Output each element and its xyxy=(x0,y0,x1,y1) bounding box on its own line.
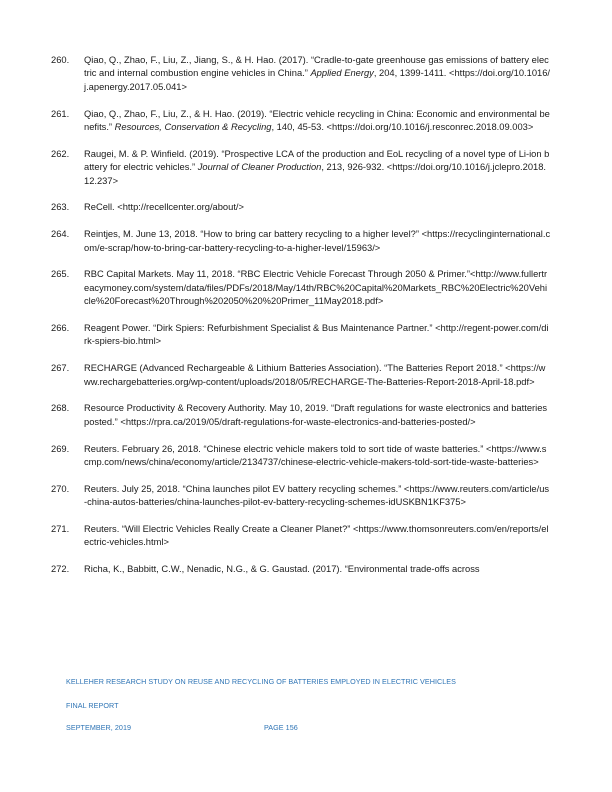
reference-text: Reintjes, M. June 13, 2018. “How to bring car battery recycling to a higher level?” <https://recyclinginternational.com/e-scrap/how-to-bring-car-battery-recycling-to-a-higher-level/15963/> xyxy=(84,229,551,253)
reference-number: 269. xyxy=(51,443,70,454)
reference-number: 264. xyxy=(51,229,70,240)
reference-item xyxy=(51,322,551,349)
reference-text: Qiao, Q., Zhao, F., Liu, Z., & H. Hao. (2019). “Electric vehicle recycling in China: Economic and environmental benefits.” Resources, Conservation & Recycling, 140, 45-53. <https://doi.org/10.1016/j.resconrec.2018.09.003> xyxy=(84,108,550,133)
reference-item xyxy=(51,108,551,135)
reference-text: RECHARGE (Advanced Rechargeable & Lithium Batteries Association). “The Batteries Report 2018.” <https://www.rechargebatteries.org/wp-content/uploads/2018/05/RECHARGE-The-Batteries-Report-2018-April-18.pdf> xyxy=(84,363,546,387)
reference-item xyxy=(51,148,551,188)
reference-text: Qiao, Q., Zhao, F., Liu, Z., Jiang, S., & H. Hao. (2017). “Cradle-to-gate greenhouse gas emissions of battery electric and internal combustion engine vehicles in China.” Applied Energy, 204, 1399-1411. <https://doi.org/10.1016/j.apenergy.2017.05.041> xyxy=(84,55,551,92)
reference-number: 267. xyxy=(51,363,70,374)
reference-number: 270. xyxy=(51,483,70,494)
reference-item xyxy=(51,443,551,470)
reference-item xyxy=(51,402,551,429)
footer-date: SEPTEMBER, 2019 xyxy=(66,723,132,732)
reference-item xyxy=(51,54,551,94)
footer-date-line xyxy=(66,723,298,732)
reference-text: Reuters. February 26, 2018. “Chinese electric vehicle makers told to sort tide of waste batteries.” <https://www.scmp.com/news/china/economy/article/2134737/chinese-electric-vehicle-makers-told-sort-tide-waste-batteries> xyxy=(84,443,547,468)
reference-item xyxy=(51,483,551,510)
reference-text: Reuters. “Will Electric Vehicles Really Create a Cleaner Planet?” <https://www.thomsonreuters.com/en/reports/electric-vehicles.html> xyxy=(84,524,549,548)
reference-number: 265. xyxy=(51,269,70,280)
reference-text: Richa, K., Babbitt, C.W., Nenadic, N.G., & G. Gaustad. (2017). “Environmental trade-offs across xyxy=(84,564,480,575)
footer-report-type: FINAL REPORT xyxy=(66,701,119,710)
footer-study-title: KELLEHER RESEARCH STUDY ON REUSE AND RECYCLING OF BATTERIES EMPLOYED IN ELECTRIC VEHICLES xyxy=(66,677,456,686)
reference-number: 268. xyxy=(51,403,70,414)
reference-number: 262. xyxy=(51,148,70,159)
reference-number: 263. xyxy=(51,202,70,213)
reference-number: 260. xyxy=(51,55,70,65)
reference-number: 272. xyxy=(51,564,70,575)
reference-text: ReCell. <http://recellcenter.org/about/> xyxy=(84,202,244,213)
reference-item xyxy=(51,523,551,550)
journal-title: Applied Energy xyxy=(310,68,374,79)
reference-text: Reagent Power. “Dirk Spiers: Refurbishment Specialist & Bus Maintenance Partner.” <http://regent-power.com/dirk-spiers-bio.html> xyxy=(84,323,549,347)
reference-number: 271. xyxy=(51,524,70,535)
reference-text: Resource Productivity & Recovery Authority. May 10, 2019. “Draft regulations for waste electronics and batteries posted.” <https://rpra.ca/2019/05/draft-regulations-for-waste-electronics-and-batteries-posted/> xyxy=(84,403,548,427)
reference-list xyxy=(51,54,551,590)
reference-number: 266. xyxy=(51,323,70,334)
reference-item xyxy=(51,268,551,308)
reference-item xyxy=(51,563,551,576)
journal-title: Resources, Conservation & Recycling xyxy=(114,122,272,133)
reference-text: Raugei, M. & P. Winfield. (2019). “Prospective LCA of the production and EoL recycling of a novel type of Li-ion battery for electric vehicles.” Journal of Cleaner Production, 213, 926-932. <https://doi.org/10.1016/j.jclepro.2018.12.237> xyxy=(84,148,550,186)
reference-text: RBC Capital Markets. May 11, 2018. “RBC Electric Vehicle Forecast Through 2050 & Primer.”<http://www.fullertreacymoney.com/system/data/files/PDFs/2018/May/14th/RBC%20Capital%20Markets_RBC%20Electric%20Vehicle%20Forecast%20Through%202050%20%20Primer_11May2018.pdf> xyxy=(84,269,548,307)
reference-text: Reuters. July 25, 2018. “China launches pilot EV battery recycling schemes.” <https://www.reuters.com/article/us-china-autos-batteries/china-launches-pilot-ev-battery-recycling-schemes-idUSKBN1KF375> xyxy=(84,483,550,508)
reference-item xyxy=(51,201,551,214)
reference-item xyxy=(51,362,551,389)
reference-number: 261. xyxy=(51,108,70,119)
journal-title: Journal of Cleaner Production xyxy=(197,162,322,173)
reference-item xyxy=(51,228,551,255)
page-number: PAGE 156 xyxy=(264,723,298,732)
